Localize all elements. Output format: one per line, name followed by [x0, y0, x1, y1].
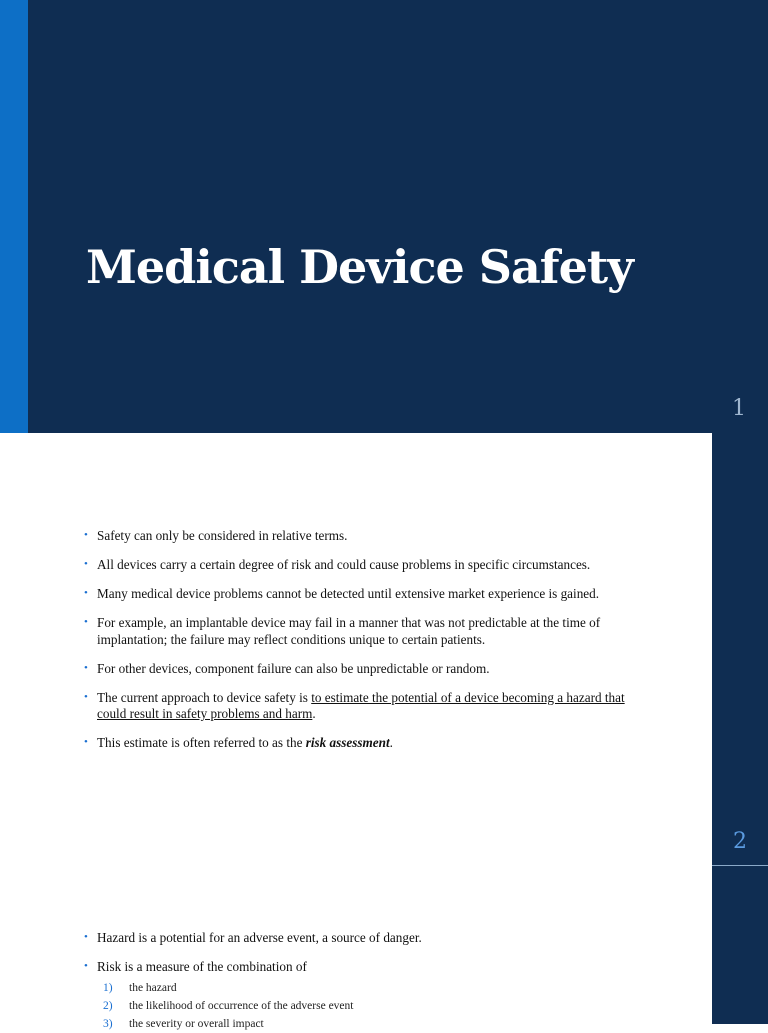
list-item	[84, 959, 648, 1033]
bullet-text-suffix: .	[312, 706, 316, 721]
accent-bar	[0, 0, 28, 433]
list-item	[84, 661, 648, 678]
bullet-dot-icon: •	[84, 529, 88, 541]
bullet-dot-icon: •	[84, 960, 88, 972]
list-item	[84, 615, 648, 648]
title-slide	[0, 0, 768, 433]
list-item	[84, 735, 648, 752]
bullet-dot-icon: •	[84, 931, 88, 943]
bullet-text: This estimate is often referred to as the	[97, 735, 306, 750]
page-number: 1	[732, 396, 746, 421]
item-number: 2)	[103, 999, 113, 1012]
bullet-text: All devices carry a certain degree of risk and could cause problems in specific circumstances.	[97, 557, 591, 572]
list-item	[84, 557, 648, 574]
list-item	[84, 690, 648, 723]
bullet-text: Many medical device problems cannot be detected until extensive market experience is gained.	[97, 586, 600, 601]
list-item	[84, 930, 648, 947]
bullet-dot-icon: •	[84, 587, 88, 599]
bullet-dot-icon: •	[84, 736, 88, 748]
emphasized-term: risk assessment	[305, 735, 390, 750]
list-item	[84, 528, 648, 545]
bullet-dot-icon: •	[84, 558, 88, 570]
content-slide-2	[0, 433, 768, 866]
bullet-text-suffix: .	[389, 735, 393, 750]
slide-title: Medical Device Safety	[86, 240, 633, 294]
bullet-text: For example, an implantable device may fail in a manner that was not predictable at the time of implantation; the failure may reflect conditions unique to certain patients.	[97, 615, 601, 647]
numbered-item	[97, 979, 648, 997]
list-item	[84, 586, 648, 603]
numbered-list	[97, 979, 648, 1033]
bullet-dot-icon: •	[84, 690, 88, 703]
bullet-list	[84, 528, 648, 764]
bullet-dot-icon: •	[84, 616, 88, 628]
item-text: the likelihood of occurrence of the adverse event	[129, 999, 354, 1012]
numbered-item	[97, 997, 648, 1015]
item-text: the hazard	[129, 981, 177, 994]
item-number: 3)	[103, 1017, 113, 1030]
bullet-list	[84, 930, 648, 1033]
item-text: the severity or overall impact	[129, 1017, 264, 1030]
bullet-text: Safety can only be considered in relative terms.	[97, 528, 348, 543]
bullet-text: The current approach to device safety is	[97, 689, 312, 705]
bullet-text: Risk is a measure of the combination of	[97, 959, 307, 974]
underlined-text: to estimate the potential of a device becoming a hazard that could result in safety problems and harm	[97, 689, 625, 721]
sidebar-band	[712, 433, 768, 866]
bullet-dot-icon: •	[84, 661, 88, 674]
bullet-text: For other devices, component failure can also be unpredictable or random.	[97, 660, 490, 676]
bullet-text: Hazard is a potential for an adverse event, a source of danger.	[97, 930, 422, 945]
content-slide-3	[0, 866, 768, 1030]
page-number: 2	[733, 829, 747, 854]
item-number: 1)	[103, 981, 113, 994]
sidebar-band	[712, 866, 768, 1024]
